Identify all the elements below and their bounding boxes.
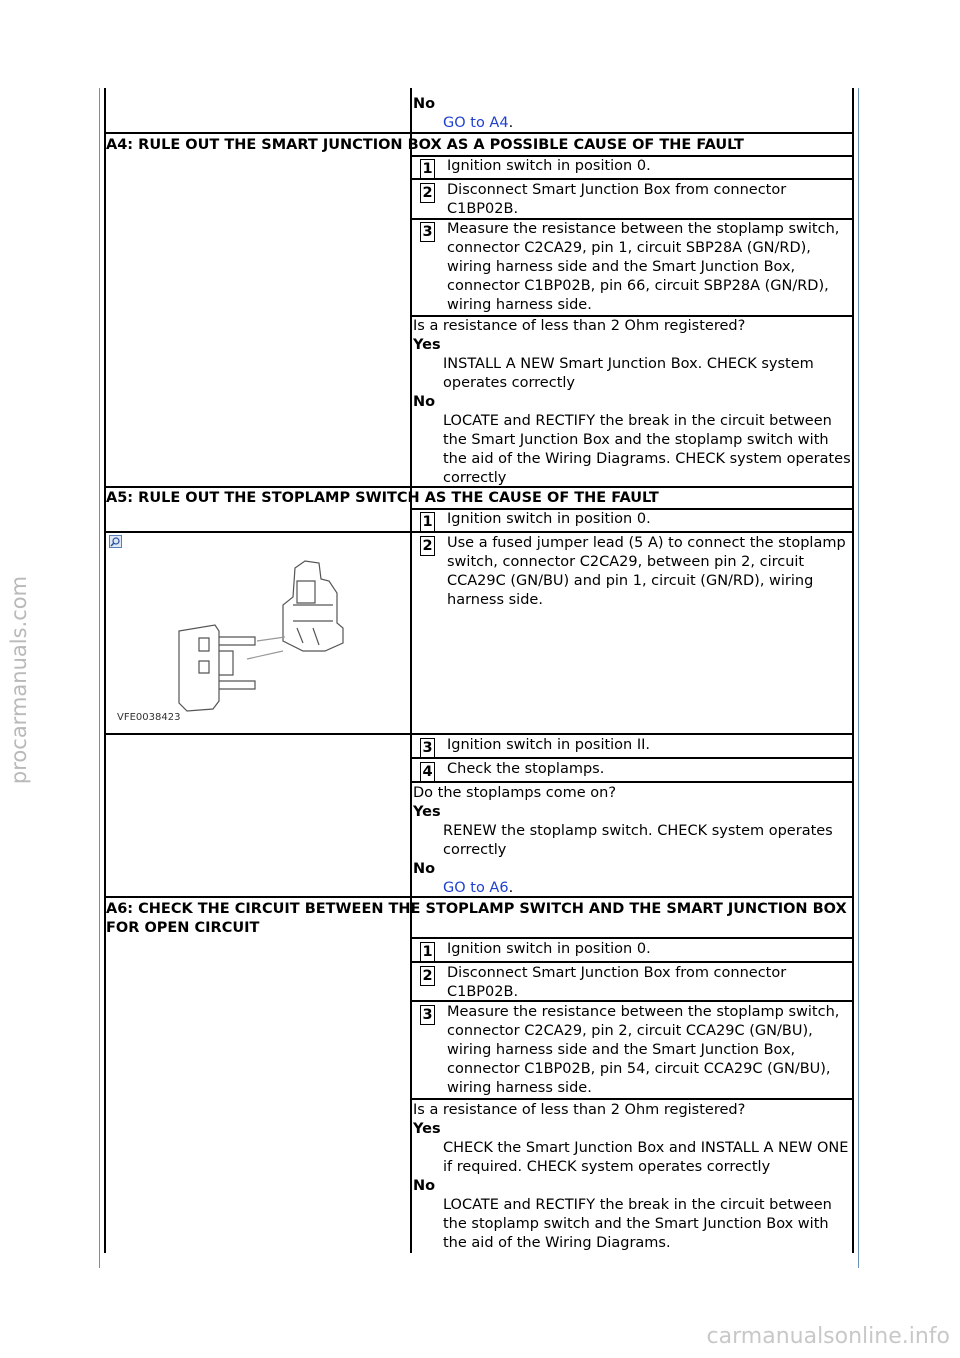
intro-no-label: No [413,96,436,112]
rule-a5-s4 [411,757,853,759]
step-number: 1 [420,512,435,532]
a5-yes-answer: RENEW the stoplamp switch. CHECK system operates correctly [443,823,833,858]
a6-yes-answer: CHECK the Smart Junction Box and INSTALL A NEW ONE if required. CHECK system operates correctly [443,1140,849,1175]
go-to-a6-link[interactable]: GO to A6 [443,880,509,896]
a4-heading: A4: RULE OUT THE SMART JUNCTION BOX AS A POSSIBLE CAUSE OF THE FAULT [106,137,744,153]
rule-a6-s2 [411,961,853,963]
step-text: Disconnect Smart Junction Box from connector C1BP02B. [447,182,787,217]
a4-no-label: No [413,394,436,410]
a6-no-answer: LOCATE and RECTIFY the break in the circuit between the stoplamp switch and the Smart Junction Box with the aid of the Wiring Diagrams. [443,1197,832,1251]
rule-a6-top [105,896,853,898]
a6-yes-label: Yes [413,1121,441,1137]
rule-a5-q [411,781,853,783]
step-number: 4 [420,762,435,782]
bottom-watermark: carmanualsonline.info [706,1324,950,1349]
page-border-right-outer [858,88,859,1268]
rule-a6-s1 [411,937,853,939]
column-divider [410,88,412,1253]
step-number: 2 [420,536,435,556]
rule-a4-top [105,132,853,134]
rule-a6-s3 [411,1000,853,1002]
a4-yes-answer: INSTALL A NEW Smart Junction Box. CHECK system operates correctly [443,356,814,391]
step-number: 3 [420,222,435,242]
rule-a6-q [411,1098,853,1100]
step-text: Disconnect Smart Junction Box from connector C1BP02B. [447,965,787,1000]
a6-no-label: No [413,1178,436,1194]
step-text: Use a fused jumper lead (5 A) to connect the stoplamp switch, connector C2CA29, between pin 2, circuit CCA29C (GN/BU) and pin 1, circuit (GN/RD), wiring harness side. [447,535,846,608]
step-number: 1 [420,159,435,179]
a5-question: Do the stoplamps come on? [413,785,617,801]
a5-no-answer: GO to A6. [443,880,514,896]
page-border-left [104,88,106,1253]
step-number: 2 [420,966,435,986]
a5-yes-label: Yes [413,804,441,820]
a4-no-answer: LOCATE and RECTIFY the break in the circuit between the Smart Junction Box and the stoplamp switch with the aid of the Wiring Diagrams. CHECK system operates correctly [443,413,851,486]
step-number: 2 [420,183,435,203]
a5-no-label: No [413,861,436,877]
step-text: Check the stoplamps. [447,761,605,777]
step-text: Ignition switch in position 0. [447,158,651,174]
step-text: Ignition switch in position II. [447,737,651,753]
side-watermark: procarmanuals.com [7,575,31,785]
step-number: 3 [420,738,435,758]
a6-heading: A6: CHECK THE CIRCUIT BETWEEN THE STOPLAMP SWITCH AND THE SMART JUNCTION BOX FOR OPEN CIRCUIT [106,901,847,936]
step-text: Measure the resistance between the stoplamp switch, connector C2CA29, pin 2, circuit CCA29C (GN/BU), wiring harness side and the Smart Junction Box, connector C1BP02B, pin 54, circuit CCA29C (GN/BU), wiring harness side. [447,1004,840,1096]
rule-a4-s2 [411,178,853,180]
step-text: Ignition switch in position 0. [447,941,651,957]
stoplamp-switch-connector-illustration [107,533,409,731]
go-to-a4-link[interactable]: GO to A4 [443,115,509,131]
page-border-right [852,88,854,1253]
intro-no-answer: GO to A4. [443,115,514,131]
a6-question: Is a resistance of less than 2 Ohm registered? [413,1102,746,1118]
step-number: 1 [420,942,435,962]
figure-code: VFE0038423 [117,712,181,723]
step-number: 3 [420,1005,435,1025]
a5-heading: A5: RULE OUT THE STOPLAMP SWITCH AS THE CAUSE OF THE FAULT [106,490,659,506]
rule-a5-top [105,486,853,488]
step-text: Ignition switch in position 0. [447,511,651,527]
step-text: Measure the resistance between the stoplamp switch, connector C2CA29, pin 1, circuit SBP28A (GN/RD), wiring harness side and the Smart Junction Box, connector C1BP02B, pin 66, circuit SBP28A (GN/RD), wiring harness side. [447,221,840,313]
rule-a5-s3 [105,733,853,735]
connector-figure [107,533,409,731]
a4-yes-label: Yes [413,337,441,353]
page-border-left-outer [99,88,100,1268]
a4-question: Is a resistance of less than 2 Ohm registered? [413,318,746,334]
